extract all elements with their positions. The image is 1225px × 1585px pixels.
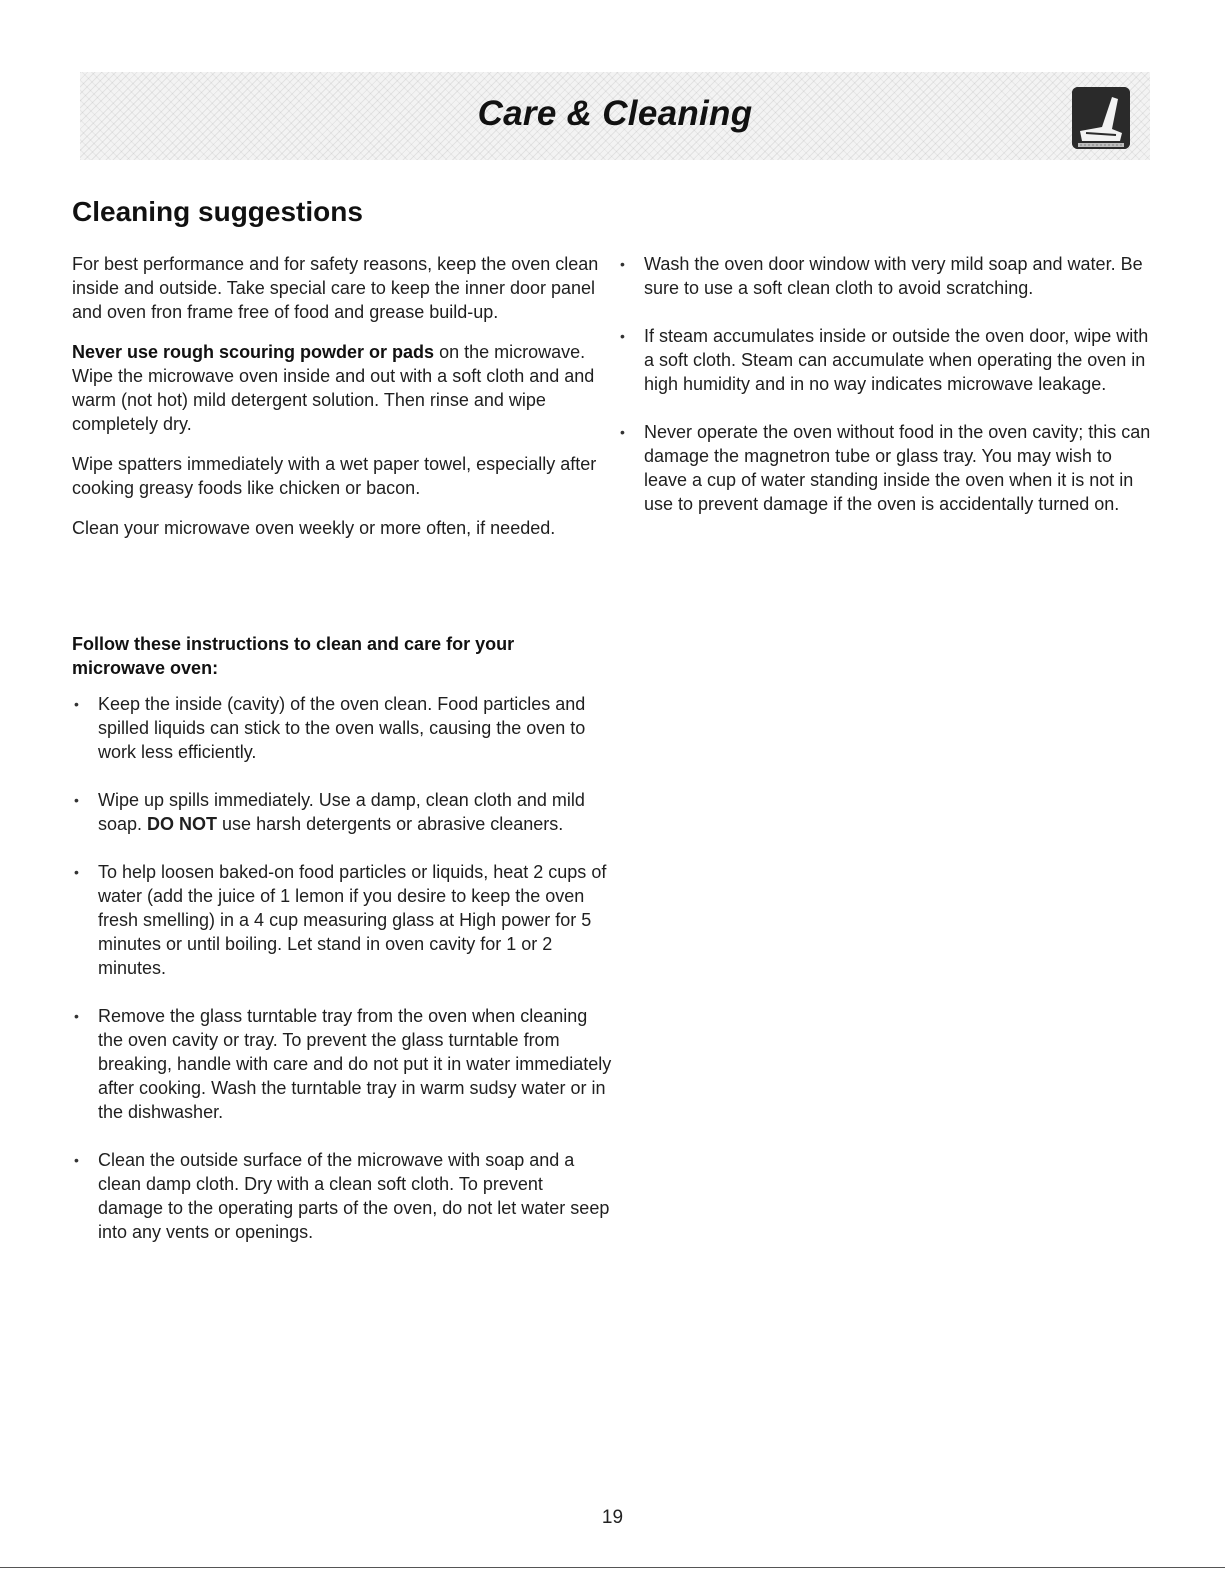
list-item: • If steam accumulates inside or outside the oven door, wipe with a soft cloth. Steam can accumulate when operating the oven in high humidity and in no way indicates microwave leakage. [618,324,1158,396]
intro-column [72,252,600,556]
list-item: • Keep the inside (cavity) of the oven clean. Food particles and spilled liquids can stick to the oven walls, causing the oven to work less efficiently. [72,692,612,764]
intro-paragraph: For best performance and for safety reasons, keep the oven clean inside and outside. Take special care to keep the inner door panel and oven fron frame free of food and grease build-up. [72,254,599,322]
list-item: • To help loosen baked-on food particles or liquids, heat 2 cups of water (add the juice of 1 lemon if you desire to keep the oven fresh smelling) in a 4 cup measuring glass at High power for 5 minutes or until boiling. Let stand in oven cavity for 1 or 2 minutes. [72,860,612,980]
list-item: • Wash the oven door window with very mild soap and water. Be sure to use a soft clean cloth to avoid scratching. [618,252,1158,300]
list-item-text: use harsh detergents or abrasive cleaners. [217,814,564,834]
section-banner [80,72,1150,160]
right-column-list [618,252,1158,540]
instructions-heading: Follow these instructions to clean and care for your microwave oven: [72,634,515,678]
list-item-emphasis: DO NOT [147,814,218,834]
warning-emphasis: Never use rough scouring powder or pads [72,342,435,362]
warning-text: on the microwave. Wipe the microwave oven inside and out with a soft cloth and and warm (not hot) mild detergent solution. Then rinse and wipe completely dry. [72,342,595,434]
spatter-paragraph: Wipe spatters immediately with a wet paper towel, especially after cooking greasy foods like chicken or bacon. [72,454,597,498]
list-item-text: Wipe up spills immediately. Use a damp, clean cloth and mild soap. [98,790,585,834]
list-item [72,788,612,836]
page-number: 19 [601,1507,624,1528]
list-item: • Remove the glass turntable tray from the oven when cleaning the oven cavity or tray. To prevent the glass turntable from breaking, handle with care and do not put it in water immediately after cooking. Wash the turntable tray in warm sudsy water or in the dishwasher. [72,1004,612,1124]
list-item: • Never operate the oven without food in the oven cavity; this can damage the magnetron tube or glass tray. You may wish to leave a cup of water standing inside the oven when it is not in use to prevent damage if the oven is accidentally turned on. [618,420,1158,516]
list-item: • Clean the outside surface of the microwave with soap and a clean damp cloth. Dry with a clean soft cloth. To prevent damage to the operating parts of the oven, do not let water seep into any vents or openings. [72,1148,612,1244]
bottom-rule [0,1567,1225,1568]
care-instructions-list [72,692,612,1268]
warning-paragraph [72,340,600,436]
section-title: Cleaning suggestions [72,196,363,227]
frequency-paragraph: Clean your microwave oven weekly or more often, if needed. [72,518,556,538]
banner-title: Care & Cleaning [477,94,753,133]
hand-wiping-icon [1072,87,1130,149]
